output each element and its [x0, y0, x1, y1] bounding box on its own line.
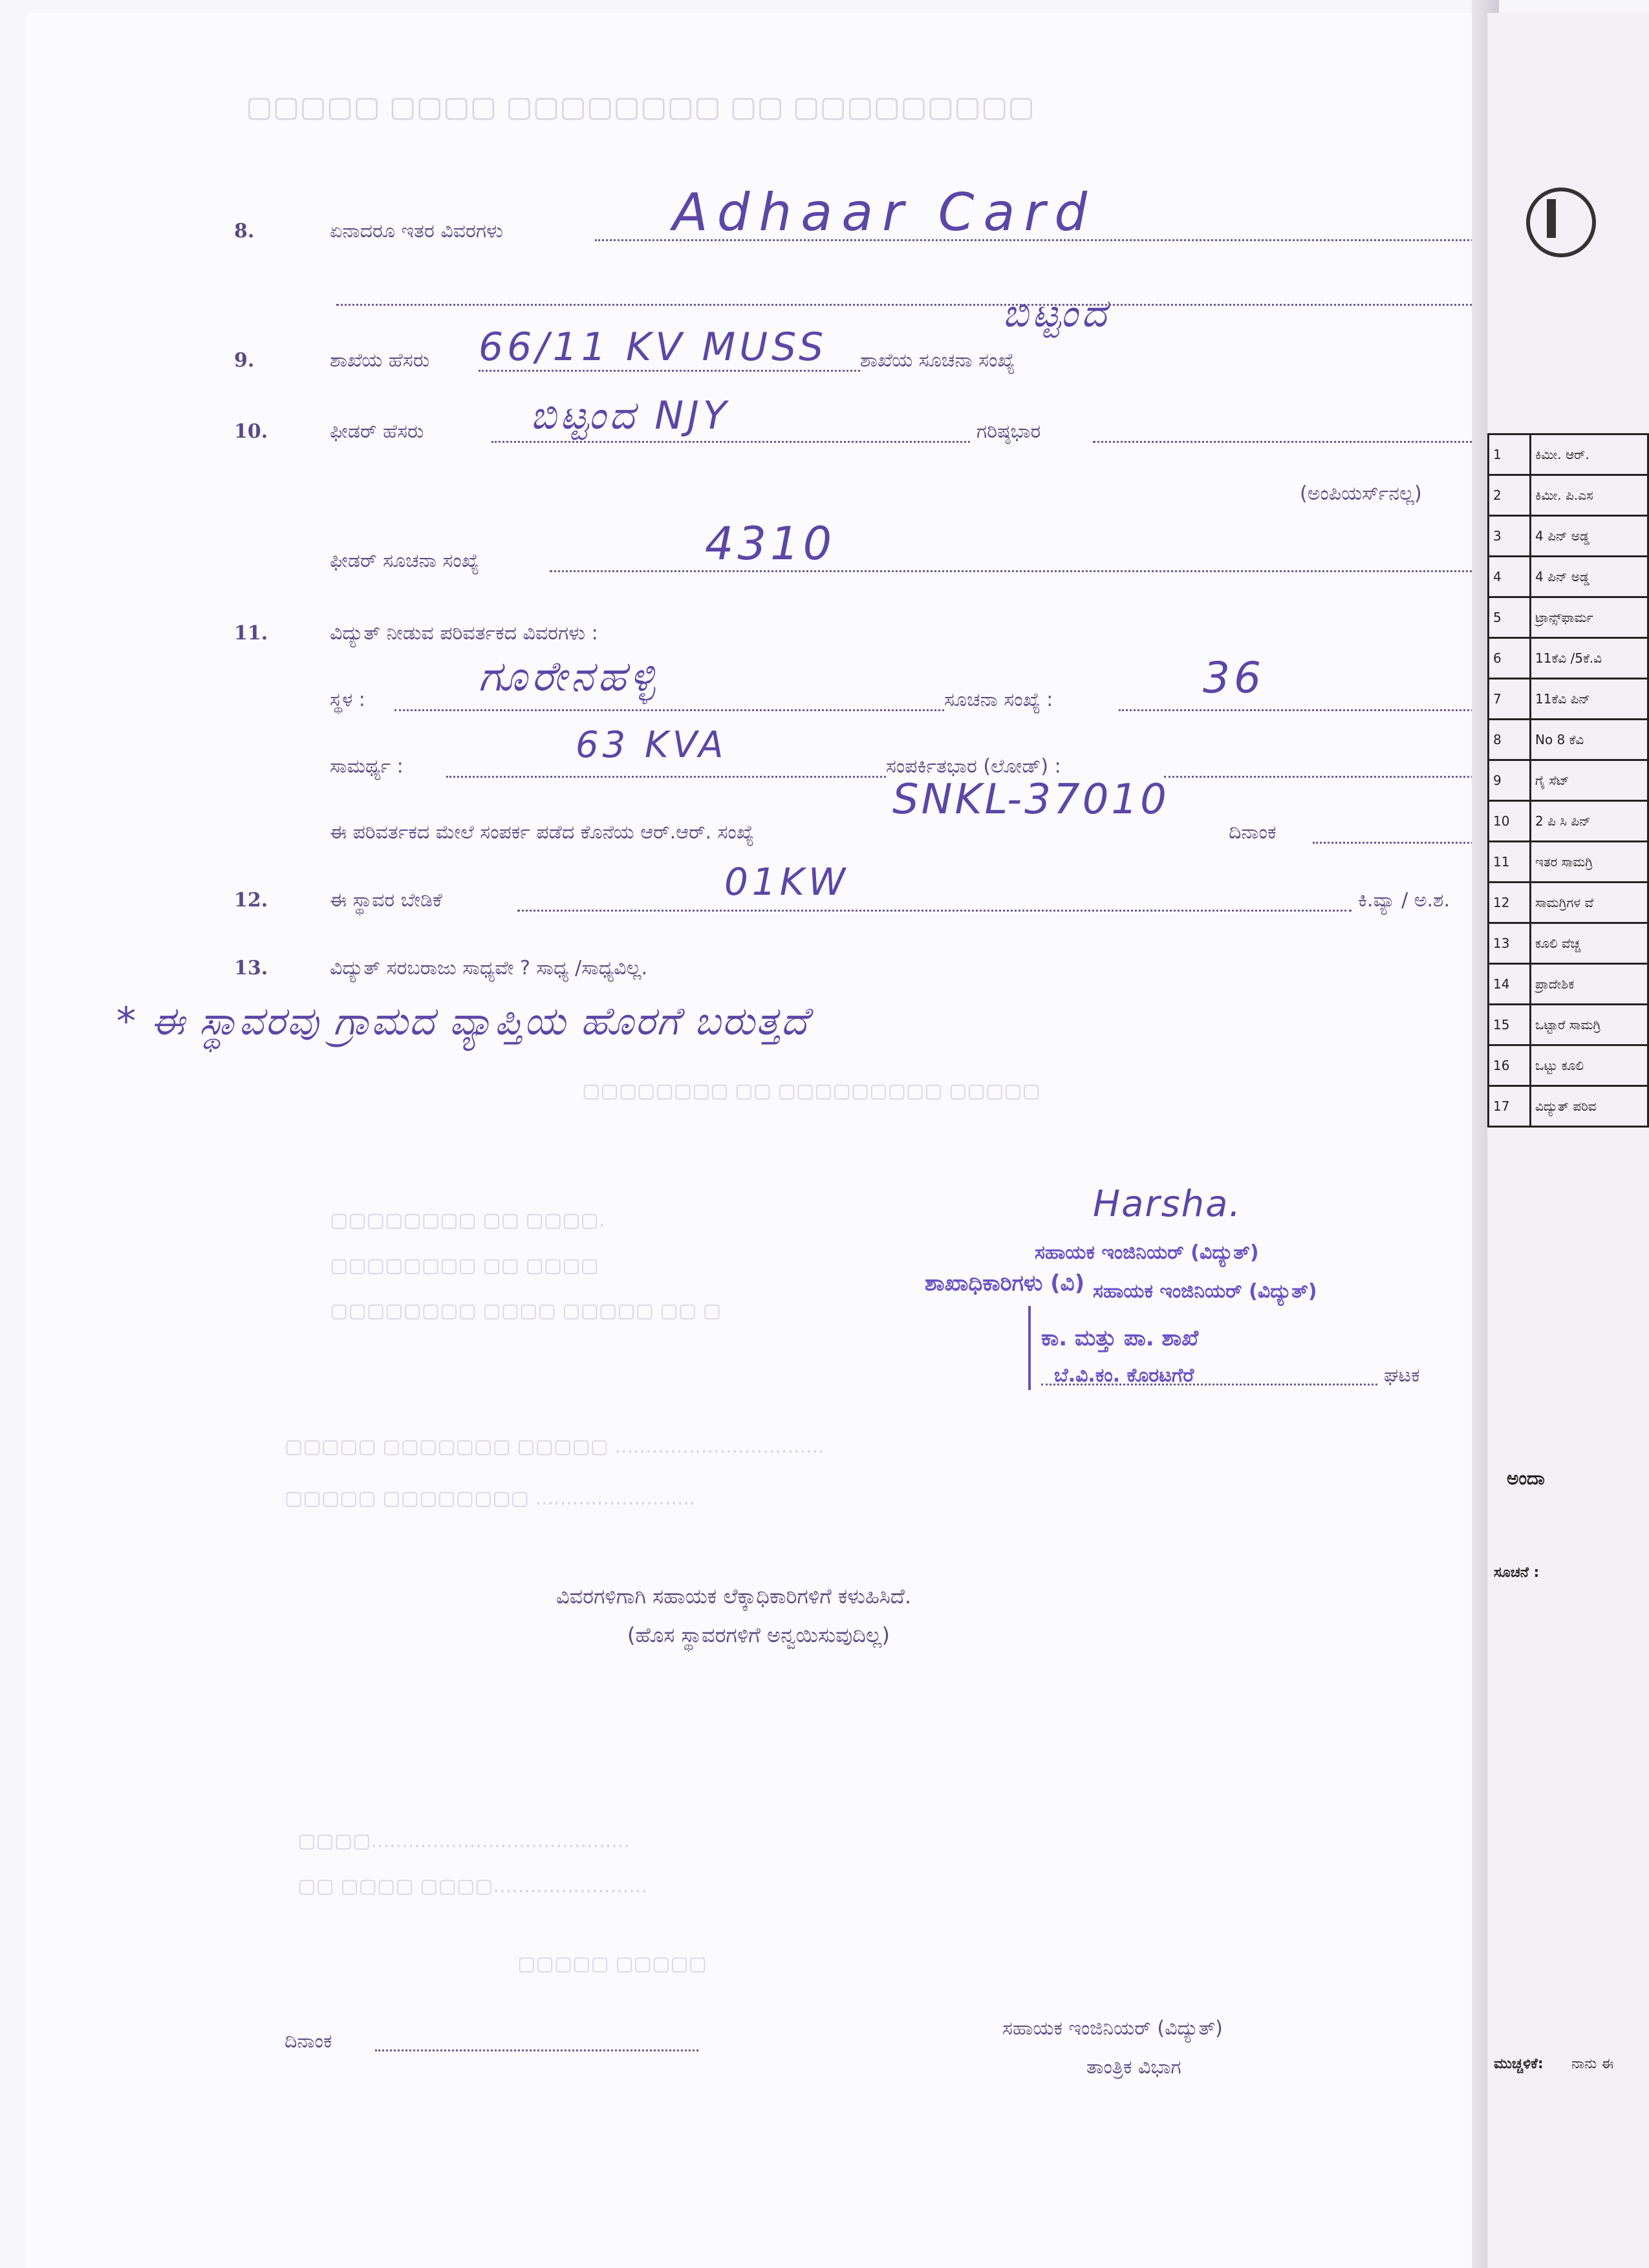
- item-number: 9.: [234, 349, 255, 372]
- dotted-line: [1041, 1384, 1377, 1385]
- table-row: [1489, 557, 1648, 597]
- item-number: 10.: [234, 420, 268, 443]
- table-row: [1489, 597, 1648, 638]
- stamp-border: [1028, 1306, 1031, 1390]
- table-cell: 3: [1489, 516, 1531, 557]
- date-label: ದಿನಾಂಕ: [1229, 821, 1277, 844]
- estimate-heading: ಅಂದಾ: [1507, 1468, 1545, 1489]
- table-cell: ಕಿಮೀ. ಪಿ.ಎಸ: [1531, 475, 1648, 516]
- place-value: ಗೂರೇನಹಳ್ಳಿ: [479, 653, 660, 701]
- bleed-through-text: ▢▢▢▢▢▢▢▢ ▢▢ ▢▢▢▢.: [330, 1209, 605, 1232]
- dotted-line: [550, 570, 1478, 572]
- table-cell: 17: [1489, 1086, 1531, 1127]
- forward-note-exception: (ಹೊಸ ಸ್ಥಾವರಗಳಿಗೆ ಅನ್ವಯಿಸುವುದಿಲ್ಲ): [627, 1623, 890, 1647]
- feeder-code-label: ಫೀಡರ್ ಸೂಚನಾ ಸಂಖ್ಯೆ: [330, 550, 479, 572]
- bleed-through-text: ▢▢▢▢▢▢▢▢ ▢▢ ▢▢▢▢▢▢▢▢▢ ▢▢▢▢▢: [582, 1080, 1040, 1102]
- item-number: 12.: [234, 889, 268, 912]
- company-logo-icon: [1526, 187, 1596, 257]
- table-row: [1489, 516, 1648, 557]
- demand-label: ಈ ಸ್ಥಾವರ ಬೇಡಿಕೆ: [330, 889, 442, 912]
- demand-unit: ಕಿ.ವ್ಯಾ / ಅ.ಶ.: [1358, 889, 1450, 912]
- dotted-line: [491, 441, 970, 443]
- capacity-value: 63 KVA: [576, 724, 727, 766]
- table-row: [1489, 720, 1648, 760]
- dotted-line: [517, 910, 1352, 912]
- bleed-through-text: ▢▢▢▢▢ ▢▢▢▢▢▢▢▢ ..........................: [285, 1487, 696, 1510]
- table-cell: 4 ಪಿನ್ ಅಡ್ಡ: [1531, 516, 1648, 557]
- table-row: [1489, 842, 1648, 883]
- table-cell: 12: [1489, 883, 1531, 923]
- demand-value: 01KW: [724, 860, 850, 904]
- stamp-designation-line-2: ಸಹಾಯಕ ಇಂಜಿನಿಯರ್ (ವಿದ್ಯುತ್): [1093, 1280, 1317, 1303]
- form-page: [26, 13, 1478, 2268]
- bleed-through-text: ▢▢▢▢▢▢▢▢ ▢▢▢▢ ▢▢▢▢▢ ▢▢ ▢: [330, 1300, 722, 1322]
- table-cell: ಒಟ್ಟು ಕೂಲಿ: [1531, 1045, 1648, 1086]
- footer-signatory: ಸಹಾಯಕ ಇಂಜಿನಿಯರ್ (ವಿದ್ಯುತ್): [1002, 2017, 1223, 2040]
- dotted-line: [1093, 441, 1478, 443]
- feeder-code-value: 4310: [705, 517, 836, 570]
- adjacent-page: [1487, 13, 1649, 2268]
- last-rr-value: SNKL-37010: [892, 776, 1169, 824]
- table-cell: 16: [1489, 1045, 1531, 1086]
- forward-note: ವಿವರಗಳಿಗಾಗಿ ಸಹಾಯಕ ಲೆಕ್ಕಾಧಿಕಾರಿಗಳಿಗೆ ಕಳುಹಿಸಿದೆ.: [556, 1584, 912, 1609]
- table-cell: 6: [1489, 638, 1531, 679]
- dotted-line: [375, 2049, 698, 2051]
- item-number: 11.: [234, 622, 268, 645]
- table-cell: 15: [1489, 1005, 1531, 1045]
- table-cell: 14: [1489, 964, 1531, 1005]
- table-cell: 5: [1489, 597, 1531, 638]
- stamp-section-line: ಕಾ. ಮತ್ತು ಪಾ. ಶಾಖೆ: [1041, 1325, 1199, 1351]
- stamp-officer-line: ಶಾಖಾಧಿಕಾರಿಗಳು (ವಿ): [925, 1270, 1085, 1296]
- dotted-line: [1313, 842, 1478, 844]
- table-cell: ಪ್ರಾದೇಶಿಕ: [1531, 964, 1648, 1005]
- table-row: [1489, 475, 1648, 516]
- table-cell: ಒಟ್ಟಾರೆ ಸಾಮಗ್ರಿ: [1531, 1005, 1648, 1045]
- table-row: [1489, 1045, 1648, 1086]
- table-cell: 11: [1489, 842, 1531, 883]
- table-row: [1489, 964, 1648, 1005]
- footer-department: ತಾಂತ್ರಿಕ ವಿಭಾಗ: [1086, 2056, 1181, 2079]
- table-cell: 4: [1489, 557, 1531, 597]
- feeder-name-value: ಬಿಟ್ಟಂದ NJY: [530, 393, 731, 438]
- table-row: [1489, 679, 1648, 720]
- table-cell: 2: [1489, 475, 1531, 516]
- connected-load-label: ಸಂಪರ್ಕಿತಭಾರ (ಲೋಡ್) :: [886, 755, 1061, 778]
- bleed-through-text: ▢▢▢▢▢ ▢▢▢▢▢▢▢ ▢▢▢▢▢ ..................................: [285, 1435, 824, 1458]
- stamp-location-line: ಬೆ.ವಿ.ಕಂ. ಕೊರಟಗೆರೆ: [1054, 1364, 1194, 1387]
- table-cell: ಗೈ ಸೆಟ್: [1531, 760, 1648, 801]
- table-row: [1489, 434, 1648, 475]
- bleed-through-text: ▢▢ ▢▢▢▢ ▢▢▢▢.........................: [297, 1875, 647, 1898]
- transformer-details-label: ವಿದ್ಯುತ್ ನೀಡುವ ಪರಿವರ್ತಕದ ವಿವರಗಳು :: [330, 622, 598, 645]
- table-row: [1489, 760, 1648, 801]
- code-value: 36: [1203, 653, 1265, 703]
- table-cell: 11ಕೆವಿ /5ಕೆ.ವಿ: [1531, 638, 1648, 679]
- table-cell: 2 ಪಿ ಸಿ ಪಿನ್: [1531, 801, 1648, 842]
- max-load-label: ಗರಿಷ್ಠಭಾರ: [976, 420, 1041, 443]
- supply-feasibility-label: ವಿದ್ಯುತ್ ಸರಬರಾಜು ಸಾಧ್ಯವೇ ? ಸಾಧ್ಯ /ಸಾಧ್ಯವಿಲ್ಲ.: [330, 957, 648, 979]
- estimate-table: [1487, 433, 1649, 1128]
- table-cell: 8: [1489, 720, 1531, 760]
- dotted-line: [479, 370, 860, 372]
- dotted-line: [1164, 776, 1478, 778]
- ampere-note: (ಅಂಪಿಯರ್ಸ್‌ನಲ್ಲ): [1300, 482, 1422, 505]
- bleed-through-text: ▢▢▢▢..........................................: [297, 1830, 630, 1852]
- last-rr-label: ಈ ಪರಿವರ್ತಕದ ಮೇಲೆ ಸಂಪರ್ಕ ಪಡೆದ ಕೊನೆಯ ಆರ್.ಆರ್. ಸಂಖ್ಯೆ: [330, 821, 755, 844]
- table-row: [1489, 801, 1648, 842]
- table-cell: ಕಿಮೀ. ಆರ್.: [1531, 434, 1648, 475]
- bleed-through-text: ▢▢▢▢▢ ▢▢▢▢▢: [517, 1952, 707, 1975]
- dotted-line: [446, 776, 886, 778]
- branch-name-label: ಶಾಖೆಯ ಹೆಸರು: [330, 349, 430, 372]
- unit-suffix: ಘಟಕ: [1384, 1364, 1420, 1387]
- table-cell: 7: [1489, 679, 1531, 720]
- declaration-text: ನಾನು ಈ: [1571, 2056, 1614, 2072]
- table-cell: No 8 ಕೆವಿ: [1531, 720, 1648, 760]
- dotted-line: [1119, 709, 1478, 711]
- branch-name-annotation: ಬಿಟ್ಟಂದ: [1002, 291, 1111, 336]
- table-cell: 10: [1489, 801, 1531, 842]
- table-cell: 13: [1489, 923, 1531, 964]
- table-cell: 1: [1489, 434, 1531, 475]
- other-details-value: Adhaar Card: [673, 182, 1097, 242]
- table-cell: ಕೂಲಿ ವೆಚ್ಚ: [1531, 923, 1648, 964]
- declaration-label: ಮುಚ್ಚಳಿಕೆ:: [1494, 2056, 1544, 2072]
- stamp-designation-line: ಸಹಾಯಕ ಇಂಜಿನಿಯರ್ (ವಿದ್ಯುತ್): [1035, 1241, 1259, 1264]
- table-cell: ಇತರ ಸಾಮಗ್ರಿ: [1531, 842, 1648, 883]
- table-row: [1489, 638, 1648, 679]
- branch-name-value: 66/11 KV MUSS: [479, 325, 828, 370]
- dotted-line: [394, 709, 944, 711]
- bleed-through-text: ▢▢▢▢▢▢▢▢ ▢▢ ▢▢▢▢: [330, 1254, 599, 1277]
- capacity-label: ಸಾಮರ್ಥ್ಯ :: [330, 755, 404, 778]
- table-cell: ಸಾಮಗ್ರಿಗಳ ವೆ: [1531, 883, 1648, 923]
- item-number: 13.: [234, 957, 268, 979]
- other-details-label: ಏನಾದರೂ ಇತರ ವಿವರಗಳು: [330, 220, 503, 242]
- item-number: 8.: [234, 220, 255, 242]
- note-label: ಸೂಚನೆ :: [1494, 1565, 1540, 1581]
- table-row: [1489, 883, 1648, 923]
- handwritten-remark: * ಈ ಸ್ಥಾವರವು ಗ್ರಾಮದ ವ್ಯಾಪ್ತಿಯ ಹೊರಗೆ ಬರುತ್ತದೆ: [116, 999, 810, 1044]
- table-row: [1489, 923, 1648, 964]
- table-row: [1489, 1005, 1648, 1045]
- table-row: [1489, 1086, 1648, 1127]
- dotted-line: [336, 304, 1478, 306]
- signature: Harsha.: [1093, 1183, 1242, 1225]
- table-cell: 4 ಪಿನ್ ಅಡ್ಡ: [1531, 557, 1648, 597]
- place-label: ಸ್ಥಳ :: [330, 689, 365, 711]
- footer-date-label: ದಿನಾಂಕ: [285, 2030, 332, 2053]
- code-label: ಸೂಚನಾ ಸಂಖ್ಯೆ :: [944, 689, 1053, 711]
- table-cell: ಟ್ರಾನ್ಸ್‌ಫಾರ್ಮ: [1531, 597, 1648, 638]
- branch-code-label: ಶಾಖೆಯ ಸೂಚನಾ ಸಂಖ್ಯೆ: [860, 349, 1015, 372]
- table-cell: 11ಕೆವಿ ಪಿನ್: [1531, 679, 1648, 720]
- feeder-name-label: ಫೀಡರ್ ಹೆಸರು: [330, 420, 424, 443]
- table-cell: 9: [1489, 760, 1531, 801]
- bleed-through-text: ▢▢▢▢▢ ▢▢▢▢ ▢▢▢▢▢▢▢▢ ▢▢ ▢▢▢▢▢▢▢▢▢: [246, 91, 1035, 123]
- table-cell: ವಿದ್ಯುತ್ ಪರಿವ: [1531, 1086, 1648, 1127]
